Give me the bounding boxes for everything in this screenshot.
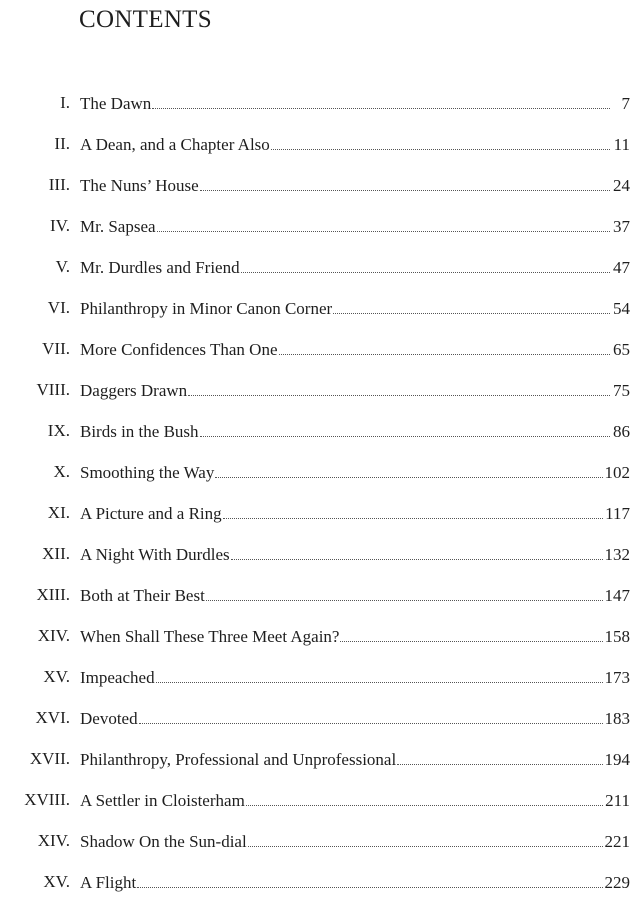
chapter-number: XVIII. bbox=[24, 790, 70, 809]
toc-entry[interactable] bbox=[0, 539, 644, 580]
page-number: 65 bbox=[613, 340, 630, 359]
page-number: 147 bbox=[604, 586, 630, 605]
toc-entry[interactable] bbox=[0, 621, 644, 662]
toc-entry[interactable] bbox=[0, 867, 644, 908]
toc-entry-body bbox=[80, 170, 630, 201]
toc-entry[interactable] bbox=[0, 293, 644, 334]
chapter-number: XVII. bbox=[29, 749, 70, 768]
dot-leader bbox=[156, 662, 603, 683]
chapter-number: X. bbox=[53, 462, 70, 481]
toc-entry-body bbox=[80, 457, 630, 488]
chapter-number: XVI. bbox=[35, 708, 70, 727]
page-number: 75 bbox=[613, 381, 630, 400]
chapter-title: Mr. Durdles and Friend bbox=[80, 258, 240, 277]
chapter-title: The Dawn bbox=[80, 94, 152, 113]
toc-entry-body bbox=[80, 211, 630, 242]
dot-leader bbox=[279, 334, 611, 355]
chapter-title: Philanthropy in Minor Canon Corner bbox=[80, 299, 333, 318]
chapter-title: When Shall These Three Meet Again? bbox=[80, 627, 340, 646]
dot-leader bbox=[397, 744, 602, 765]
chapter-number: VII. bbox=[42, 339, 70, 358]
dot-leader bbox=[223, 498, 603, 519]
toc-entry[interactable] bbox=[0, 457, 644, 498]
chapter-title: Both at Their Best bbox=[80, 586, 205, 605]
chapter-number: XIV. bbox=[37, 831, 70, 850]
page-number: 37 bbox=[613, 217, 630, 236]
dot-leader bbox=[248, 826, 603, 847]
chapter-title: A Flight bbox=[80, 873, 137, 892]
toc-entry-body bbox=[80, 129, 630, 160]
dot-leader bbox=[271, 129, 610, 150]
chapter-number: III. bbox=[48, 175, 70, 194]
dot-leader bbox=[215, 457, 602, 478]
page-number: 132 bbox=[604, 545, 630, 564]
toc-entry-body bbox=[80, 416, 630, 447]
chapter-number: II. bbox=[54, 134, 70, 153]
chapter-title: A Picture and a Ring bbox=[80, 504, 222, 523]
page-number: 211 bbox=[605, 791, 630, 810]
toc-entry-body bbox=[80, 252, 630, 283]
toc-entry-body bbox=[80, 703, 630, 734]
page-number: 194 bbox=[604, 750, 630, 769]
toc-entry[interactable] bbox=[0, 498, 644, 539]
toc-entry-body bbox=[80, 867, 630, 898]
page-number: 117 bbox=[605, 504, 630, 523]
page-number: 229 bbox=[604, 873, 630, 892]
toc-entry-body bbox=[80, 621, 630, 652]
page-number: 86 bbox=[613, 422, 630, 441]
toc-entry-body bbox=[80, 826, 630, 857]
toc-entry[interactable] bbox=[0, 170, 644, 211]
toc-entry-body bbox=[80, 662, 630, 693]
dot-leader bbox=[157, 211, 610, 232]
toc-entry[interactable] bbox=[0, 703, 644, 744]
chapter-title: Mr. Sapsea bbox=[80, 217, 156, 236]
chapter-title: Philanthropy, Professional and Unprofessional bbox=[80, 750, 397, 769]
chapter-number: XIV. bbox=[37, 626, 70, 645]
page-number: 47 bbox=[613, 258, 630, 277]
toc-entry[interactable] bbox=[0, 375, 644, 416]
toc-entry[interactable] bbox=[0, 662, 644, 703]
toc-entry-body bbox=[80, 785, 630, 816]
chapter-number: VIII. bbox=[36, 380, 70, 399]
toc-entry-body bbox=[80, 498, 630, 529]
dot-leader bbox=[206, 580, 603, 601]
chapter-number: IX. bbox=[47, 421, 70, 440]
page-number: 183 bbox=[604, 709, 630, 728]
toc-entry[interactable] bbox=[0, 252, 644, 293]
toc-entry[interactable] bbox=[0, 416, 644, 457]
page-number: 24 bbox=[613, 176, 630, 195]
dot-leader bbox=[200, 170, 610, 191]
toc-entry[interactable] bbox=[0, 211, 644, 252]
toc-entry-body bbox=[80, 580, 630, 611]
chapter-number: XI. bbox=[47, 503, 70, 522]
page-number: 173 bbox=[604, 668, 630, 687]
page-number: 221 bbox=[604, 832, 630, 851]
dot-leader bbox=[188, 375, 610, 396]
chapter-number: XV. bbox=[43, 872, 70, 891]
chapter-title: Devoted bbox=[80, 709, 138, 728]
dot-leader bbox=[340, 621, 602, 642]
chapter-title: More Confidences Than One bbox=[80, 340, 278, 359]
table-of-contents bbox=[0, 88, 644, 908]
dot-leader bbox=[241, 252, 610, 273]
dot-leader bbox=[152, 88, 610, 109]
dot-leader bbox=[246, 785, 603, 806]
dot-leader bbox=[333, 293, 610, 314]
page-number: 54 bbox=[613, 299, 630, 318]
toc-entry[interactable] bbox=[0, 580, 644, 621]
chapter-title: The Nuns’ House bbox=[80, 176, 199, 195]
chapter-title: Daggers Drawn bbox=[80, 381, 188, 400]
toc-entry[interactable] bbox=[0, 744, 644, 785]
chapter-number: V. bbox=[55, 257, 70, 276]
chapter-number: I. bbox=[60, 93, 70, 112]
chapter-title: Birds in the Bush bbox=[80, 422, 199, 441]
page-number: 158 bbox=[604, 627, 630, 646]
toc-entry[interactable] bbox=[0, 129, 644, 170]
chapter-title: Shadow On the Sun-dial bbox=[80, 832, 247, 851]
toc-entry[interactable] bbox=[0, 826, 644, 867]
toc-entry-body bbox=[80, 334, 630, 365]
chapter-number: XV. bbox=[43, 667, 70, 686]
toc-entry-body bbox=[80, 293, 630, 324]
dot-leader bbox=[231, 539, 603, 560]
chapter-title: Impeached bbox=[80, 668, 155, 687]
chapter-title: A Settler in Cloisterham bbox=[80, 791, 245, 810]
chapter-number: IV. bbox=[50, 216, 70, 235]
chapter-title: A Dean, and a Chapter Also bbox=[80, 135, 270, 154]
page-title: CONTENTS bbox=[79, 6, 212, 33]
chapter-number: VI. bbox=[47, 298, 70, 317]
toc-entry-body bbox=[80, 744, 630, 775]
page-number: 102 bbox=[604, 463, 630, 482]
dot-leader bbox=[200, 416, 610, 437]
toc-entry-body bbox=[80, 375, 630, 406]
toc-entry[interactable] bbox=[0, 88, 644, 129]
chapter-title: Smoothing the Way bbox=[80, 463, 215, 482]
dot-leader bbox=[139, 703, 603, 724]
chapter-title: A Night With Durdles bbox=[80, 545, 230, 564]
chapter-number: XII. bbox=[42, 544, 70, 563]
toc-entry[interactable] bbox=[0, 785, 644, 826]
page-number: 11 bbox=[613, 135, 630, 154]
page-number: 7 bbox=[621, 94, 630, 113]
chapter-number: XIII. bbox=[36, 585, 70, 604]
dot-leader bbox=[137, 867, 602, 888]
toc-entry[interactable] bbox=[0, 334, 644, 375]
toc-entry-body bbox=[80, 539, 630, 570]
toc-entry-body bbox=[80, 88, 630, 119]
